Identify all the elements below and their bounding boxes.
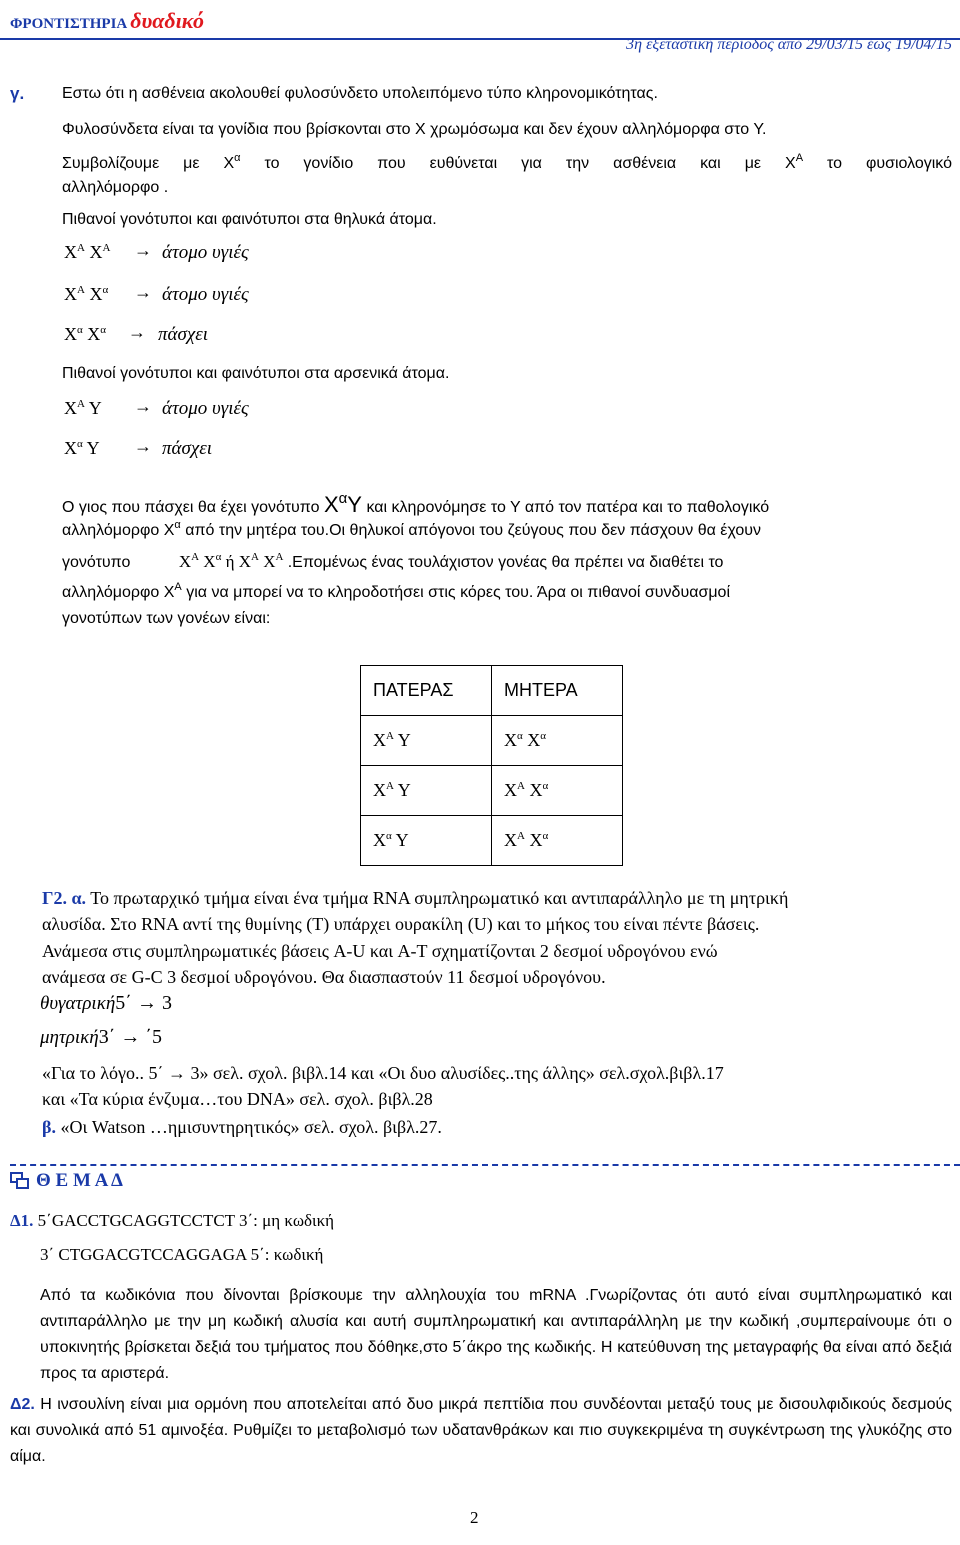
male-title: Πιθανοί γονότυποι και φαινότυποι στα αρσενικά άτομα. (62, 365, 450, 382)
father-genotype: $X^\alpha$ Υ (361, 816, 492, 866)
explanation-line4: αλληλόμορφο $X^A$ για να μπορεί να το κληροδοτήσει στις κόρες του. Άρα οι πιθανοί συνδυασμοί (62, 581, 731, 601)
table-row (361, 816, 623, 866)
g2-line2: αλυσίδα. Στο RNA αντί της θυμίνης (Τ) υπάρχει ουρακίλη (U) και το μήκος του είναι πέντε βάσεις. (42, 914, 760, 934)
arrow-icon: → (134, 436, 152, 456)
mother-genotype: $X^\alpha$ $X^\alpha$ (492, 716, 623, 766)
header-father: ΠΑΤΕΡΑΣ (361, 666, 492, 716)
genotype-female-2: $X^A$ $X^\alpha$ (64, 284, 109, 304)
g2-ref2: και «Τα κύρια ένζυμα…του DNA» σελ. σχολ. βιβλ.28 (42, 1089, 433, 1109)
page-number: 2 (470, 1508, 479, 1527)
brand-small: ΦΡΟΝΤΙΣΤΗΡΙΑ (10, 16, 127, 32)
explanation-line5: γονοτύπων των γονέων είναι: (62, 610, 271, 627)
formula-mother: μητρική3΄ → ΄5 (40, 1026, 163, 1048)
d2-label: Δ2. (10, 1396, 35, 1413)
section-g-line4: αλληλόμορφο . (62, 179, 169, 196)
g2-b-label: β. (42, 1117, 56, 1137)
g2-line1: Γ2. α. Το πρωταρχικό τμήμα είναι ένα τμήμα RNA συμπληρωματικό και αντιπαράλληλο με τη μητρική (42, 888, 789, 908)
theme-divider (10, 1164, 960, 1202)
arrow-icon: → (134, 282, 152, 302)
arrow-icon: → (134, 396, 152, 416)
phenotype-female-3: πάσχει (158, 324, 208, 345)
d1-text: Από τα κωδικόνια που δίνονται βρίσκουμε την αλληλουχία του mRNA .Γνωρίζοντας ότι αυτό είναι συμπληρωματικό και αντιπαράλληλο με την μη κωδική αλυσία και αυτή συμπληρωματική και αντιπαράλληλη με την κωδική ,συμπεραίνουμε ότι ο υποκινητής βρίσκεται δεξιά του τμήματος που δόθηκε,στο 5΄άκρο της κωδικής. Η κατεύθυνση της μεταγραφής θα είναι από δεξιά προς τα αριστερά. (40, 1287, 952, 1382)
mother-genotype: $X^A$ $X^\alpha$ (492, 766, 623, 816)
mother-genotype: $X^A$ $X^\alpha$ (492, 816, 623, 866)
g2-sub-a: α. (71, 888, 86, 908)
arrow-icon: → (128, 322, 146, 342)
section-g-line2: Φυλοσύνδετα είναι τα γονίδια που βρίσκονται στο Χ χρωμόσωμα και δεν έχουν αλληλόμορφα στο Υ. (62, 121, 767, 138)
phenotype-male-2: πάσχει (162, 438, 212, 459)
g2-label: Γ2. (42, 888, 67, 908)
phenotype-male-1: άτομο υγιές (162, 398, 249, 419)
pages-icon (10, 1172, 30, 1190)
g2-line3: Ανάμεσα στις συμπληρωματικές βάσεις A-U και A-T σχηματίζονται 2 δεσμοί υδρογόνου ενώ (42, 941, 718, 961)
section-g-line3: Συμβολίζουμε με $X^\alpha$ το γονίδιο που ευθύνεται για την ασθένεια και με $X^A$ το φυσιολογικό (62, 152, 953, 172)
table-header-row (361, 666, 623, 716)
genotype-male-1: $X^A$ Υ (64, 398, 102, 418)
phenotype-female-1: άτομο υγιές (162, 242, 249, 263)
explanation-line3: γονότυπο $X^A$ $X^\alpha$ ή $X^A$ $X^A$ .Επομένως ένας τουλάχιστον γονέας θα πρέπει να διαθέτει το (62, 551, 724, 571)
g2-ref1: «Για το λόγο.. 5΄ → 3» σελ. σχολ. βιβλ.14 και «Οι δυο αλυσίδες..της άλλης» σελ.σχολ.βιβλ.17 (42, 1063, 724, 1083)
exam-period: 3η εξεταστική περίοδος από 29/03/15 έως 19/04/15 (626, 36, 952, 53)
formula-daughter: θυγατρική5΄ → 3 (40, 992, 172, 1014)
explanation-line1: Ο γιος που πάσχει θα έχει γονότυπο $X^\alpha\Upsilon$ και κληρονόμησε το Υ από τον πατέρα και το παθολογικό (62, 490, 770, 517)
section-g-label: γ. (10, 84, 25, 103)
female-title: Πιθανοί γονότυποι και φαινότυποι στα θηλυκά άτομα. (62, 211, 437, 228)
page-header (0, 0, 960, 40)
brand-big: δυαδικό (130, 8, 205, 33)
header-mother: ΜΗΤΕΡΑ (492, 666, 623, 716)
g2-line4: ανάμεσα σε G-C 3 δεσμοί υδρογόνου. Θα διασπαστούν 11 δεσμοί υδρογόνου. (42, 967, 606, 987)
brand-logo (10, 8, 204, 34)
father-genotype: $X^A$ Υ (361, 716, 492, 766)
d1-label: Δ1. (10, 1211, 34, 1230)
d1-line1: Δ1. 5΄GACCTGCAGGTCCTCT 3΄: μη κωδική (10, 1211, 335, 1230)
theme-title: Θ Ε Μ Α Δ (36, 1170, 123, 1191)
genotype-female-3: $X^\alpha$ $X^\alpha$ (64, 324, 107, 344)
arrow-icon: → (134, 240, 152, 260)
g2-b-line: β. «Οι Watson …ημισυντηρητικός» σελ. σχολ. βιβλ.27. (42, 1117, 442, 1137)
genotype-female-1: $X^A$ $X^A$ (64, 242, 111, 262)
table-row (361, 716, 623, 766)
father-genotype: $X^A$ Υ (361, 766, 492, 816)
d1-line2: 3΄ CTGGACGTCCAGGAGA 5΄: κωδική (40, 1245, 324, 1264)
d2-paragraph: Δ2. Η ινσουλίνη είναι μια ορμόνη που αποτελείται από δυο μικρά πεπτίδια που συνδέονται μεταξύ τους με δισουλφιδικούς δεσμούς και συνολικά από 51 αμινοξέα. Ρυθμίζει το μεταβολισμό των υδατανθράκων και πιο συγκεκριμένα τη συγκέντρωση της γλυκόζης στο αίμα. (10, 1396, 952, 1465)
explanation-line2: αλληλόμορφο $X^\alpha$ από την μητέρα του.Οι θηλυκοί απόγονοι του ζεύγους που δεν πάσχουν θα έχουν (62, 519, 762, 539)
phenotype-female-2: άτομο υγιές (162, 284, 249, 305)
parents-table (360, 665, 623, 866)
genotype-male-2: $X^\alpha$ Υ (64, 438, 100, 458)
section-g-line1: Εστω ότι η ασθένεια ακολουθεί φυλοσύνδετο υπολειπόμενο τύπο κληρονομικότητας. (62, 85, 658, 102)
table-row (361, 766, 623, 816)
